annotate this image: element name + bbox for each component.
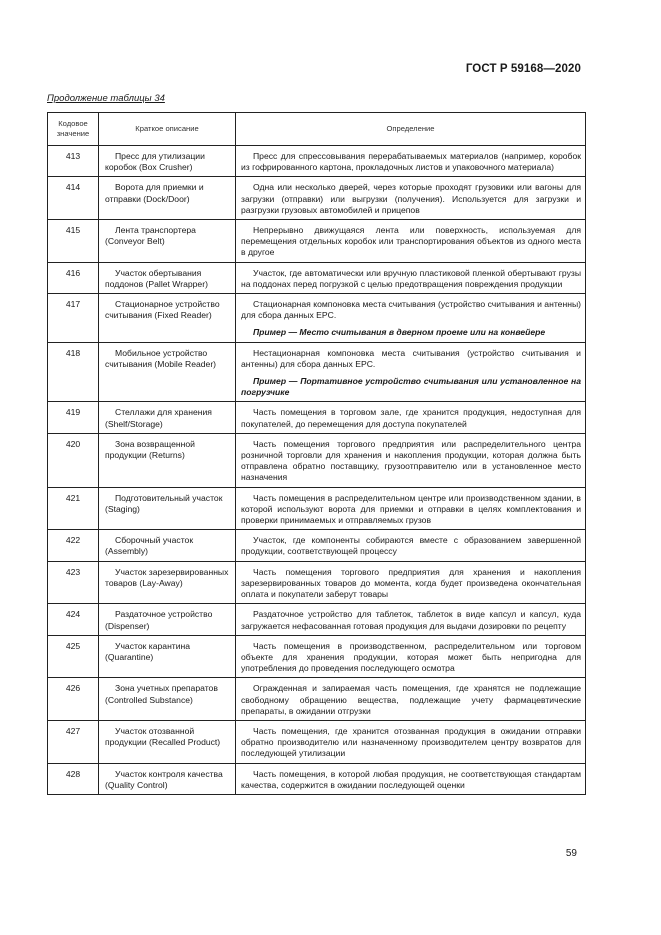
row-description-cell [99, 678, 236, 721]
row-definition-cell [236, 561, 586, 604]
row-definition: Часть помещения, где хранится отозванная продукция в ожидании отправки обратно производителю или назначенному производителем центру возвратов для последующей утилизации [241, 725, 581, 759]
row-code: 424 [48, 604, 99, 635]
row-description-cell [99, 487, 236, 530]
table-row [48, 561, 586, 604]
row-definition-cell [236, 146, 586, 177]
row-description: Участок карантина (Quarantine) [105, 640, 191, 662]
row-code: 417 [48, 294, 99, 343]
table-row [48, 635, 586, 678]
row-description: Сборочный участок (Assembly) [105, 535, 194, 557]
row-definition: Часть помещения торгового предприятия или распределительного центра розничной торговли для хранения и накопления продукции, которая должна быть отправлена обратно поставщику, грузоотправителю или в установленное место назначения [241, 438, 581, 483]
table-row [48, 487, 586, 530]
row-code: 422 [48, 530, 99, 561]
row-definition-cell [236, 487, 586, 530]
row-definition-cell [236, 342, 586, 402]
row-description-cell [99, 177, 236, 220]
row-description-cell [99, 342, 236, 402]
row-definition-cell [236, 294, 586, 343]
row-code: 419 [48, 402, 99, 433]
row-description: Участок контроля качества (Quality Control) [105, 768, 223, 790]
row-description-cell [99, 433, 236, 487]
row-definition: Часть помещения торгового предприятия для хранения и накопления зарезервированных товаров до момента, когда будет произведена окончательная оплата и покупатели заберут товары [241, 566, 581, 600]
row-description-cell [99, 763, 236, 794]
row-definition-cell [236, 635, 586, 678]
row-description-cell [99, 530, 236, 561]
row-code: 427 [48, 720, 99, 763]
row-description-cell [99, 146, 236, 177]
row-example: Пример — Место считывания в дверном проеме или на конвейере [253, 327, 546, 338]
row-definition-cell [236, 220, 586, 263]
row-definition-cell [236, 763, 586, 794]
table-row [48, 402, 586, 433]
row-description-cell [99, 561, 236, 604]
row-definition: Непрерывно движущаяся лента или поверхность, используемая для перемещения отдельных коробок или транспортирования объектов из одного места в другое [241, 225, 581, 258]
row-definition: Раздаточное устройство для таблеток, таблеток в виде капсул и капсул, куда загружается нефасованная готовая продукция для выдачи дозировки по рецепту [241, 609, 581, 631]
definitions-table [47, 112, 586, 795]
row-definition-cell [236, 402, 586, 433]
row-definition: Часть помещения в распределительном центре или производственном здании, в которой используют ворота для приемки и отправки в целях комплектования и проверки принимаемых и отправляемых грузов [241, 492, 581, 526]
table-row [48, 262, 586, 293]
row-description: Ворота для приемки и отправки (Dock/Door) [105, 182, 204, 204]
row-code: 416 [48, 262, 99, 293]
table-row [48, 530, 586, 561]
row-definition-cell [236, 604, 586, 635]
row-definition: Пресс для спрессовывания перерабатываемых материалов (например, коробок из гофрированного картона, прокладочных листов и упаковочного материала) [241, 151, 581, 173]
row-code: 423 [48, 561, 99, 604]
row-definition-cell [236, 262, 586, 293]
table-row [48, 720, 586, 763]
row-code: 418 [48, 342, 99, 402]
table-body [48, 146, 586, 795]
row-definition: Одна или несколько дверей, через которые проходят грузовики или вагоны для загрузки (отправки) или выгрузки (получения). Используется для загрузки и разгрузки грузовых автомобилей и прицепов [241, 182, 581, 215]
row-description: Участок зарезервированных товаров (Lay-Away) [105, 566, 229, 588]
table-row [48, 604, 586, 635]
column-header-description: Краткое описание [99, 113, 236, 146]
row-code: 415 [48, 220, 99, 263]
table-row [48, 177, 586, 220]
row-code: 413 [48, 146, 99, 177]
row-code: 414 [48, 177, 99, 220]
row-description: Раздаточное устройство (Dispenser) [105, 609, 213, 631]
row-code: 421 [48, 487, 99, 530]
row-definition: Участок, где компоненты собираются вместе с образованием завершенной продукции, соответствующей процессу [241, 535, 581, 557]
row-description: Стеллажи для хранения (Shelf/Storage) [105, 407, 212, 429]
row-description: Зона возвращенной продукции (Returns) [105, 438, 195, 461]
row-description-cell [99, 220, 236, 263]
row-code: 428 [48, 763, 99, 794]
table-row [48, 146, 586, 177]
row-definition: Стационарная компоновка места считывания (устройство считывания и антенны) для сбора данных EPC. [241, 299, 581, 321]
row-definition-cell [236, 530, 586, 561]
row-code: 426 [48, 678, 99, 721]
row-code: 425 [48, 635, 99, 678]
row-description-cell [99, 604, 236, 635]
row-description: Участок обертывания поддонов (Pallet Wrapper) [105, 267, 208, 289]
column-header-definition: Определение [236, 113, 586, 146]
table-row [48, 342, 586, 402]
row-definition: Огражденная и запираемая часть помещения, где хранятся не подлежащие свободному обращению вещества, подлежащие учету фармацевтические препараты, в ожидании отгрузки [241, 683, 581, 716]
table-row [48, 220, 586, 263]
row-description: Лента транспортера (Conveyor Belt) [105, 225, 196, 247]
row-description: Участок отозванной продукции (Recalled Product) [105, 725, 221, 748]
table-caption: Продолжение таблицы 34 [47, 93, 165, 104]
table-row [48, 763, 586, 794]
row-description-cell [99, 635, 236, 678]
table-row [48, 294, 586, 343]
row-definition: Часть помещения, в которой любая продукция, не соответствующая стандартам качества, содержится в ожидании последующей оценки [241, 768, 581, 790]
row-definition: Часть помещения в производственном, распределительном или торговом объекте для хранения продукции, которая может быть непригодна для употребления до проведения последующего осмотра [241, 640, 581, 674]
row-description-cell [99, 294, 236, 343]
table-row [48, 433, 586, 487]
row-definition: Нестационарная компоновка места считывания (устройство считывания и антенны) для сбора данных EPC. [241, 347, 581, 369]
row-description: Мобильное устройство считывания (Mobile Reader) [105, 347, 217, 369]
row-definition-cell [236, 433, 586, 487]
row-definition: Часть помещения в торговом зале, где хранится продукция, недоступная для покупателей, до перемещения для доступа покупателей [241, 407, 581, 429]
table-row [48, 678, 586, 721]
row-definition-cell [236, 720, 586, 763]
row-description-cell [99, 262, 236, 293]
page-number: 59 [565, 848, 577, 859]
column-header-code: Кодовое значение [48, 113, 99, 146]
row-description: Пресс для утилизации коробок (Box Crusher) [105, 151, 205, 173]
row-definition-cell [236, 678, 586, 721]
row-definition: Участок, где автоматически или вручную пластиковой пленкой обертывают грузы на поддонах перед погрузкой с целью предотвращения повреждения продукции [241, 267, 581, 289]
row-description: Стационарное устройство считывания (Fixed Reader) [105, 299, 220, 321]
row-description: Подготовительный участок (Staging) [105, 492, 223, 514]
row-description-cell [99, 402, 236, 433]
row-example: Пример — Портативное устройство считывания или установленное на погрузчике [241, 376, 581, 398]
row-code: 420 [48, 433, 99, 487]
row-description-cell [99, 720, 236, 763]
table-header-row [48, 113, 586, 146]
row-description: Зона учетных препаратов (Controlled Substance) [105, 683, 218, 705]
row-definition-cell [236, 177, 586, 220]
document-standard-number: ГОСТ Р 59168—2020 [465, 63, 581, 75]
